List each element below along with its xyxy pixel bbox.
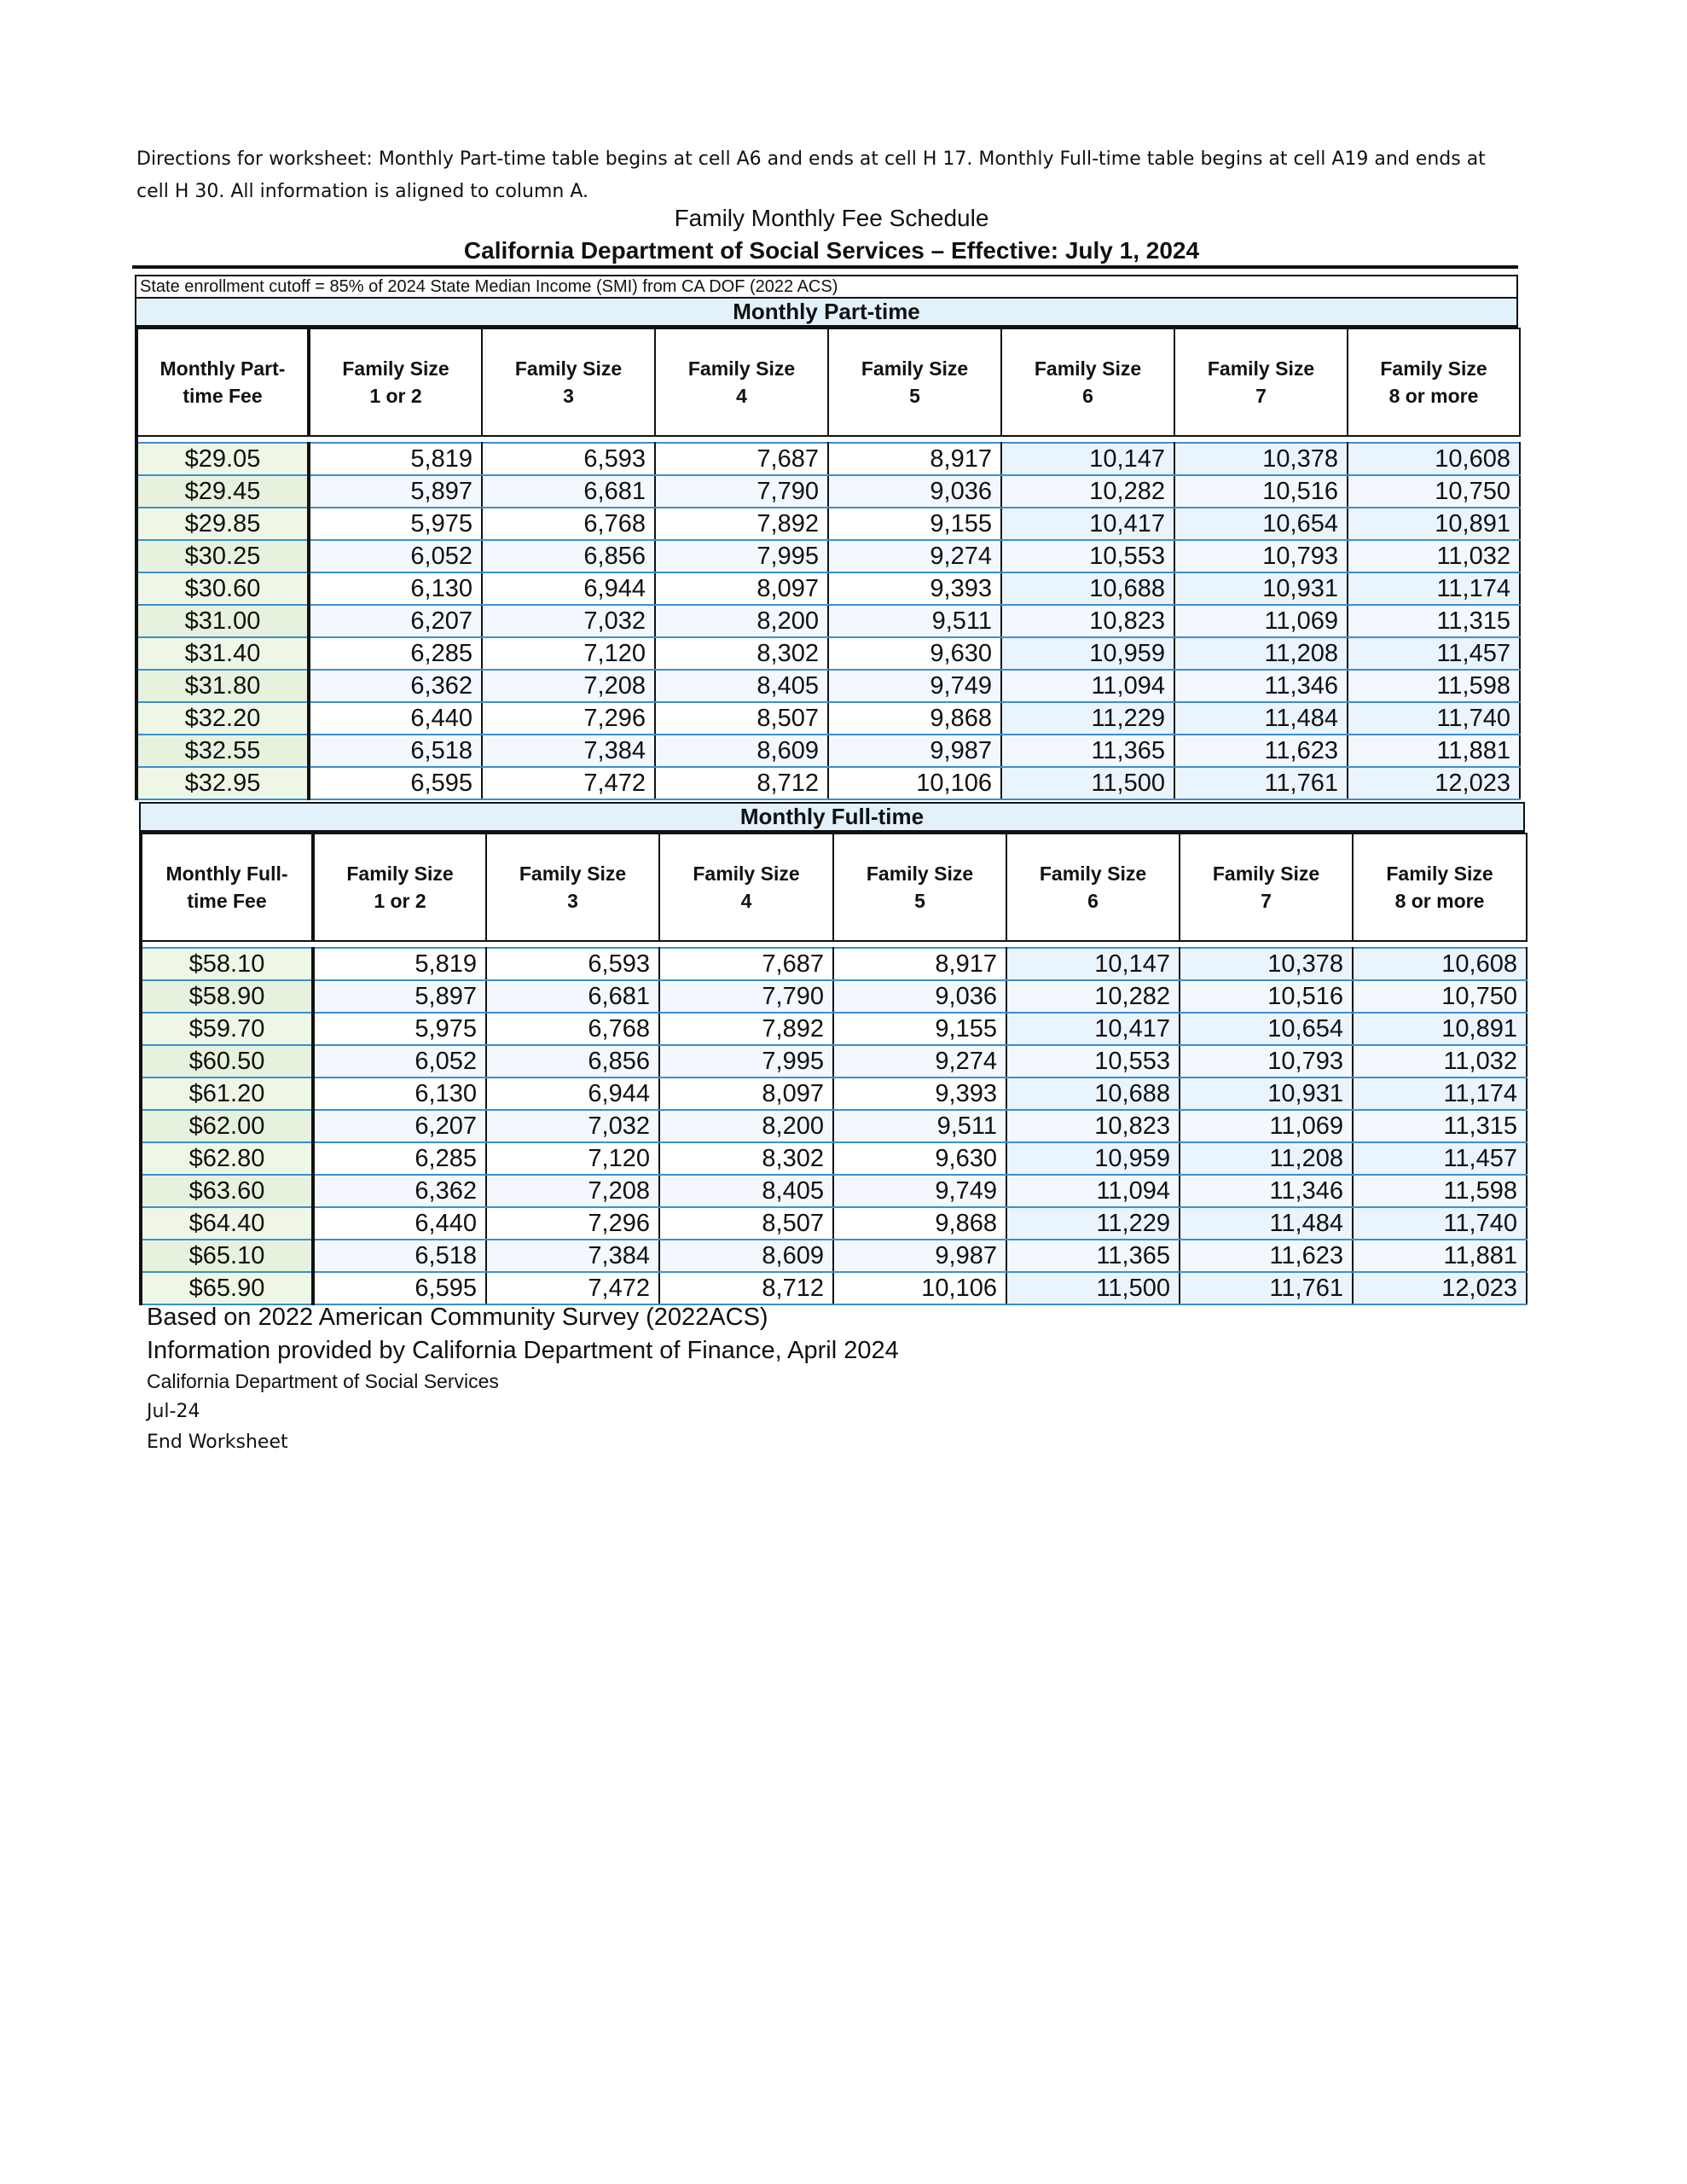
table-row: [136, 767, 1520, 799]
family-size-header: Family Size 3: [482, 328, 655, 436]
full-time-table-body: [141, 948, 1527, 1304]
income-cell: 6,681: [482, 475, 655, 508]
income-cell: 10,959: [1001, 637, 1174, 670]
table-row: [141, 1077, 1527, 1110]
full-time-section-header: Monthly Full-time: [139, 802, 1525, 833]
income-cell: 10,931: [1180, 1077, 1353, 1110]
income-cell: 7,995: [655, 540, 828, 572]
fee-cell: $63.60: [141, 1175, 313, 1207]
income-cell: 8,302: [655, 637, 828, 670]
income-cell: 11,457: [1353, 1142, 1527, 1175]
income-cell: 6,130: [313, 1077, 486, 1110]
income-cell: 12,023: [1353, 1272, 1527, 1304]
family-size-header: Family Size 5: [828, 328, 1001, 436]
income-cell: 11,315: [1353, 1110, 1527, 1142]
fee-cell: $58.90: [141, 980, 313, 1013]
table-row: [141, 1110, 1527, 1142]
header-gap: [136, 436, 1520, 443]
footer-date: Jul-24: [147, 1401, 200, 1422]
income-cell: 7,995: [659, 1045, 833, 1077]
income-cell: 10,959: [1006, 1142, 1180, 1175]
income-cell: 10,823: [1006, 1110, 1180, 1142]
table-row: [141, 1175, 1527, 1207]
fee-cell: $60.50: [141, 1045, 313, 1077]
income-cell: 11,881: [1353, 1240, 1527, 1272]
income-cell: 8,609: [655, 735, 828, 767]
table-row: [141, 980, 1527, 1013]
income-cell: 9,987: [833, 1240, 1006, 1272]
income-cell: 6,595: [313, 1272, 486, 1304]
income-cell: 11,229: [1001, 702, 1174, 735]
table-row: [136, 540, 1520, 572]
income-cell: 8,405: [659, 1175, 833, 1207]
income-cell: 9,155: [828, 508, 1001, 540]
income-cell: 8,917: [828, 443, 1001, 475]
income-cell: 6,856: [482, 540, 655, 572]
fee-cell: $65.90: [141, 1272, 313, 1304]
income-cell: 7,032: [482, 605, 655, 637]
income-cell: 6,518: [313, 1240, 486, 1272]
fee-cell: $64.40: [141, 1207, 313, 1240]
income-cell: 6,207: [309, 605, 482, 637]
income-cell: 6,440: [313, 1207, 486, 1240]
document-title: Family Monthly Fee Schedule: [674, 205, 989, 231]
fee-cell: $32.55: [136, 735, 309, 767]
income-cell: 11,598: [1353, 1175, 1527, 1207]
table-row: [141, 1207, 1527, 1240]
income-cell: 9,868: [828, 702, 1001, 735]
income-cell: 11,346: [1174, 670, 1348, 702]
income-cell: 10,654: [1180, 1013, 1353, 1045]
family-size-header: Family Size 7: [1180, 834, 1353, 941]
title-divider: [132, 265, 1518, 269]
table-row: [136, 637, 1520, 670]
income-cell: 6,593: [486, 948, 659, 980]
income-cell: 6,052: [313, 1045, 486, 1077]
fee-cell: $29.05: [136, 443, 309, 475]
income-cell: 8,712: [659, 1272, 833, 1304]
family-size-header: Family Size 5: [833, 834, 1006, 941]
income-cell: 11,174: [1348, 572, 1520, 605]
income-cell: 11,761: [1174, 767, 1348, 799]
income-cell: 11,315: [1348, 605, 1520, 637]
income-cell: 10,931: [1174, 572, 1348, 605]
fee-cell: $30.60: [136, 572, 309, 605]
header-gap: [141, 941, 1527, 948]
income-cell: 9,868: [833, 1207, 1006, 1240]
income-cell: 8,405: [655, 670, 828, 702]
income-cell: 11,484: [1174, 702, 1348, 735]
table-row: [136, 605, 1520, 637]
income-cell: 5,819: [313, 948, 486, 980]
income-cell: 9,274: [828, 540, 1001, 572]
income-cell: 9,511: [828, 605, 1001, 637]
enrollment-cutoff-note: State enrollment cutoff = 85% of 2024 State Median Income (SMI) from CA DOF (2022 ACS): [135, 275, 1518, 297]
income-cell: 7,296: [482, 702, 655, 735]
income-cell: 10,891: [1353, 1013, 1527, 1045]
income-cell: 10,750: [1348, 475, 1520, 508]
income-cell: 11,761: [1180, 1272, 1353, 1304]
income-cell: 6,052: [309, 540, 482, 572]
income-cell: 10,516: [1174, 475, 1348, 508]
income-cell: 9,155: [833, 1013, 1006, 1045]
income-cell: 10,417: [1006, 1013, 1180, 1045]
income-cell: 7,790: [655, 475, 828, 508]
income-cell: 6,518: [309, 735, 482, 767]
fee-cell: $65.10: [141, 1240, 313, 1272]
income-cell: 8,200: [659, 1110, 833, 1142]
income-cell: 9,749: [833, 1175, 1006, 1207]
income-cell: 9,393: [833, 1077, 1006, 1110]
part-time-table-body: [136, 443, 1520, 799]
part-time-fee-table: [135, 328, 1521, 800]
income-cell: 11,346: [1180, 1175, 1353, 1207]
fee-cell: $31.80: [136, 670, 309, 702]
table-row: [136, 508, 1520, 540]
footer-end-worksheet: End Worksheet: [147, 1432, 288, 1453]
income-cell: 10,378: [1174, 443, 1348, 475]
family-size-header: Family Size 8 or more: [1348, 328, 1520, 436]
income-cell: 8,302: [659, 1142, 833, 1175]
income-cell: 5,975: [313, 1013, 486, 1045]
table-row: [141, 1142, 1527, 1175]
income-cell: 11,032: [1348, 540, 1520, 572]
family-size-header: Family Size 4: [655, 328, 828, 436]
income-cell: 9,987: [828, 735, 1001, 767]
family-size-header: Family Size 8 or more: [1353, 834, 1527, 941]
fee-cell: $29.85: [136, 508, 309, 540]
income-cell: 8,712: [655, 767, 828, 799]
footer-department: California Department of Social Services: [147, 1370, 499, 1392]
income-cell: 7,472: [482, 767, 655, 799]
income-cell: 6,944: [486, 1077, 659, 1110]
income-cell: 6,440: [309, 702, 482, 735]
family-size-header: Family Size 1 or 2: [313, 834, 486, 941]
income-cell: 8,609: [659, 1240, 833, 1272]
income-cell: 11,032: [1353, 1045, 1527, 1077]
income-cell: 7,120: [486, 1142, 659, 1175]
income-cell: 5,897: [309, 475, 482, 508]
income-cell: 7,892: [655, 508, 828, 540]
fee-cell: $61.20: [141, 1077, 313, 1110]
income-cell: 10,147: [1006, 948, 1180, 980]
income-cell: 7,120: [482, 637, 655, 670]
fee-cell: $58.10: [141, 948, 313, 980]
income-cell: 8,200: [655, 605, 828, 637]
income-cell: 10,106: [828, 767, 1001, 799]
income-cell: 7,384: [486, 1240, 659, 1272]
income-cell: 7,384: [482, 735, 655, 767]
fee-cell: $30.25: [136, 540, 309, 572]
income-cell: 10,417: [1001, 508, 1174, 540]
table-row: [141, 1240, 1527, 1272]
footer-source-line: Based on 2022 American Community Survey (2022ACS): [147, 1304, 768, 1331]
income-cell: 8,097: [659, 1077, 833, 1110]
family-size-header: Family Size 6: [1001, 328, 1174, 436]
income-cell: 11,208: [1174, 637, 1348, 670]
income-cell: 10,688: [1006, 1077, 1180, 1110]
income-cell: 10,378: [1180, 948, 1353, 980]
part-time-section-header: Monthly Part-time: [135, 297, 1518, 328]
income-cell: 11,069: [1180, 1110, 1353, 1142]
income-cell: 11,174: [1353, 1077, 1527, 1110]
document-subtitle: California Department of Social Services – Effective: July 1, 2024: [463, 237, 1200, 264]
fee-cell: $59.70: [141, 1013, 313, 1045]
fee-cell: $32.20: [136, 702, 309, 735]
income-cell: 10,750: [1353, 980, 1527, 1013]
income-cell: 10,553: [1001, 540, 1174, 572]
income-cell: 6,362: [313, 1175, 486, 1207]
table-row: [136, 670, 1520, 702]
table-row: [141, 948, 1527, 980]
income-cell: 7,687: [655, 443, 828, 475]
income-cell: 9,511: [833, 1110, 1006, 1142]
income-cell: 11,623: [1174, 735, 1348, 767]
income-cell: 9,393: [828, 572, 1001, 605]
income-cell: 10,608: [1353, 948, 1527, 980]
income-cell: 6,207: [313, 1110, 486, 1142]
table-row: [136, 443, 1520, 475]
income-cell: 7,472: [486, 1272, 659, 1304]
income-cell: 9,630: [828, 637, 1001, 670]
income-cell: 6,768: [482, 508, 655, 540]
family-size-header: Family Size 6: [1006, 834, 1180, 941]
family-size-header: Family Size 7: [1174, 328, 1348, 436]
income-cell: 10,282: [1001, 475, 1174, 508]
income-cell: 7,032: [486, 1110, 659, 1142]
income-cell: 8,507: [659, 1207, 833, 1240]
income-cell: 7,790: [659, 980, 833, 1013]
income-cell: 10,147: [1001, 443, 1174, 475]
footer-info-line: Information provided by California Department of Finance, April 2024: [147, 1337, 899, 1364]
income-cell: 9,036: [833, 980, 1006, 1013]
income-cell: 11,484: [1180, 1207, 1353, 1240]
income-cell: 5,819: [309, 443, 482, 475]
income-cell: 11,208: [1180, 1142, 1353, 1175]
fee-column-header: Monthly Full- time Fee: [141, 834, 313, 941]
fee-cell: $29.45: [136, 475, 309, 508]
income-cell: 6,681: [486, 980, 659, 1013]
income-cell: 7,687: [659, 948, 833, 980]
table-row: [136, 735, 1520, 767]
income-cell: 9,036: [828, 475, 1001, 508]
income-cell: 11,500: [1001, 767, 1174, 799]
income-cell: 11,740: [1353, 1207, 1527, 1240]
income-cell: 5,897: [313, 980, 486, 1013]
income-cell: 11,740: [1348, 702, 1520, 735]
income-cell: 9,274: [833, 1045, 1006, 1077]
table-row: [136, 572, 1520, 605]
income-cell: 11,229: [1006, 1207, 1180, 1240]
table-row: [141, 1045, 1527, 1077]
table-row: [136, 475, 1520, 508]
income-cell: 11,881: [1348, 735, 1520, 767]
income-cell: 11,365: [1001, 735, 1174, 767]
fee-cell: $62.80: [141, 1142, 313, 1175]
income-cell: 10,793: [1174, 540, 1348, 572]
income-cell: 10,282: [1006, 980, 1180, 1013]
income-cell: 7,892: [659, 1013, 833, 1045]
income-cell: 11,598: [1348, 670, 1520, 702]
income-cell: 8,097: [655, 572, 828, 605]
income-cell: 11,623: [1180, 1240, 1353, 1272]
income-cell: 11,500: [1006, 1272, 1180, 1304]
income-cell: 6,944: [482, 572, 655, 605]
income-cell: 11,457: [1348, 637, 1520, 670]
income-cell: 10,608: [1348, 443, 1520, 475]
income-cell: 7,296: [486, 1207, 659, 1240]
full-time-fee-table: [139, 833, 1528, 1305]
income-cell: 6,768: [486, 1013, 659, 1045]
income-cell: 10,516: [1180, 980, 1353, 1013]
income-cell: 6,593: [482, 443, 655, 475]
table-row: [141, 1272, 1527, 1304]
income-cell: 8,917: [833, 948, 1006, 980]
income-cell: 7,208: [486, 1175, 659, 1207]
income-cell: 11,094: [1006, 1175, 1180, 1207]
part-time-header-row: [136, 328, 1520, 436]
family-size-header: Family Size 3: [486, 834, 659, 941]
fee-cell: $31.40: [136, 637, 309, 670]
income-cell: 9,630: [833, 1142, 1006, 1175]
income-cell: 5,975: [309, 508, 482, 540]
income-cell: 10,553: [1006, 1045, 1180, 1077]
income-cell: 7,208: [482, 670, 655, 702]
income-cell: 11,069: [1174, 605, 1348, 637]
income-cell: 6,285: [313, 1142, 486, 1175]
income-cell: 10,823: [1001, 605, 1174, 637]
income-cell: 10,654: [1174, 508, 1348, 540]
income-cell: 6,362: [309, 670, 482, 702]
full-time-header-row: [141, 834, 1527, 941]
income-cell: 6,595: [309, 767, 482, 799]
income-cell: 10,106: [833, 1272, 1006, 1304]
income-cell: 10,793: [1180, 1045, 1353, 1077]
fee-cell: $62.00: [141, 1110, 313, 1142]
worksheet-directions: Directions for worksheet: Monthly Part-time table begins at cell A6 and ends at cell H 17. Monthly Full-time table begins at cell A19 and ends at cell H 30. All information is aligned to column A.: [136, 148, 1486, 202]
table-row: [141, 1013, 1527, 1045]
income-cell: 11,365: [1006, 1240, 1180, 1272]
income-cell: 6,130: [309, 572, 482, 605]
fee-column-header: Monthly Part- time Fee: [136, 328, 309, 436]
income-cell: 10,688: [1001, 572, 1174, 605]
income-cell: 11,094: [1001, 670, 1174, 702]
income-cell: 6,285: [309, 637, 482, 670]
table-row: [136, 702, 1520, 735]
income-cell: 12,023: [1348, 767, 1520, 799]
income-cell: 6,856: [486, 1045, 659, 1077]
income-cell: 9,749: [828, 670, 1001, 702]
income-cell: 8,507: [655, 702, 828, 735]
fee-cell: $31.00: [136, 605, 309, 637]
income-cell: 10,891: [1348, 508, 1520, 540]
family-size-header: Family Size 4: [659, 834, 833, 941]
family-size-header: Family Size 1 or 2: [309, 328, 482, 436]
fee-cell: $32.95: [136, 767, 309, 799]
